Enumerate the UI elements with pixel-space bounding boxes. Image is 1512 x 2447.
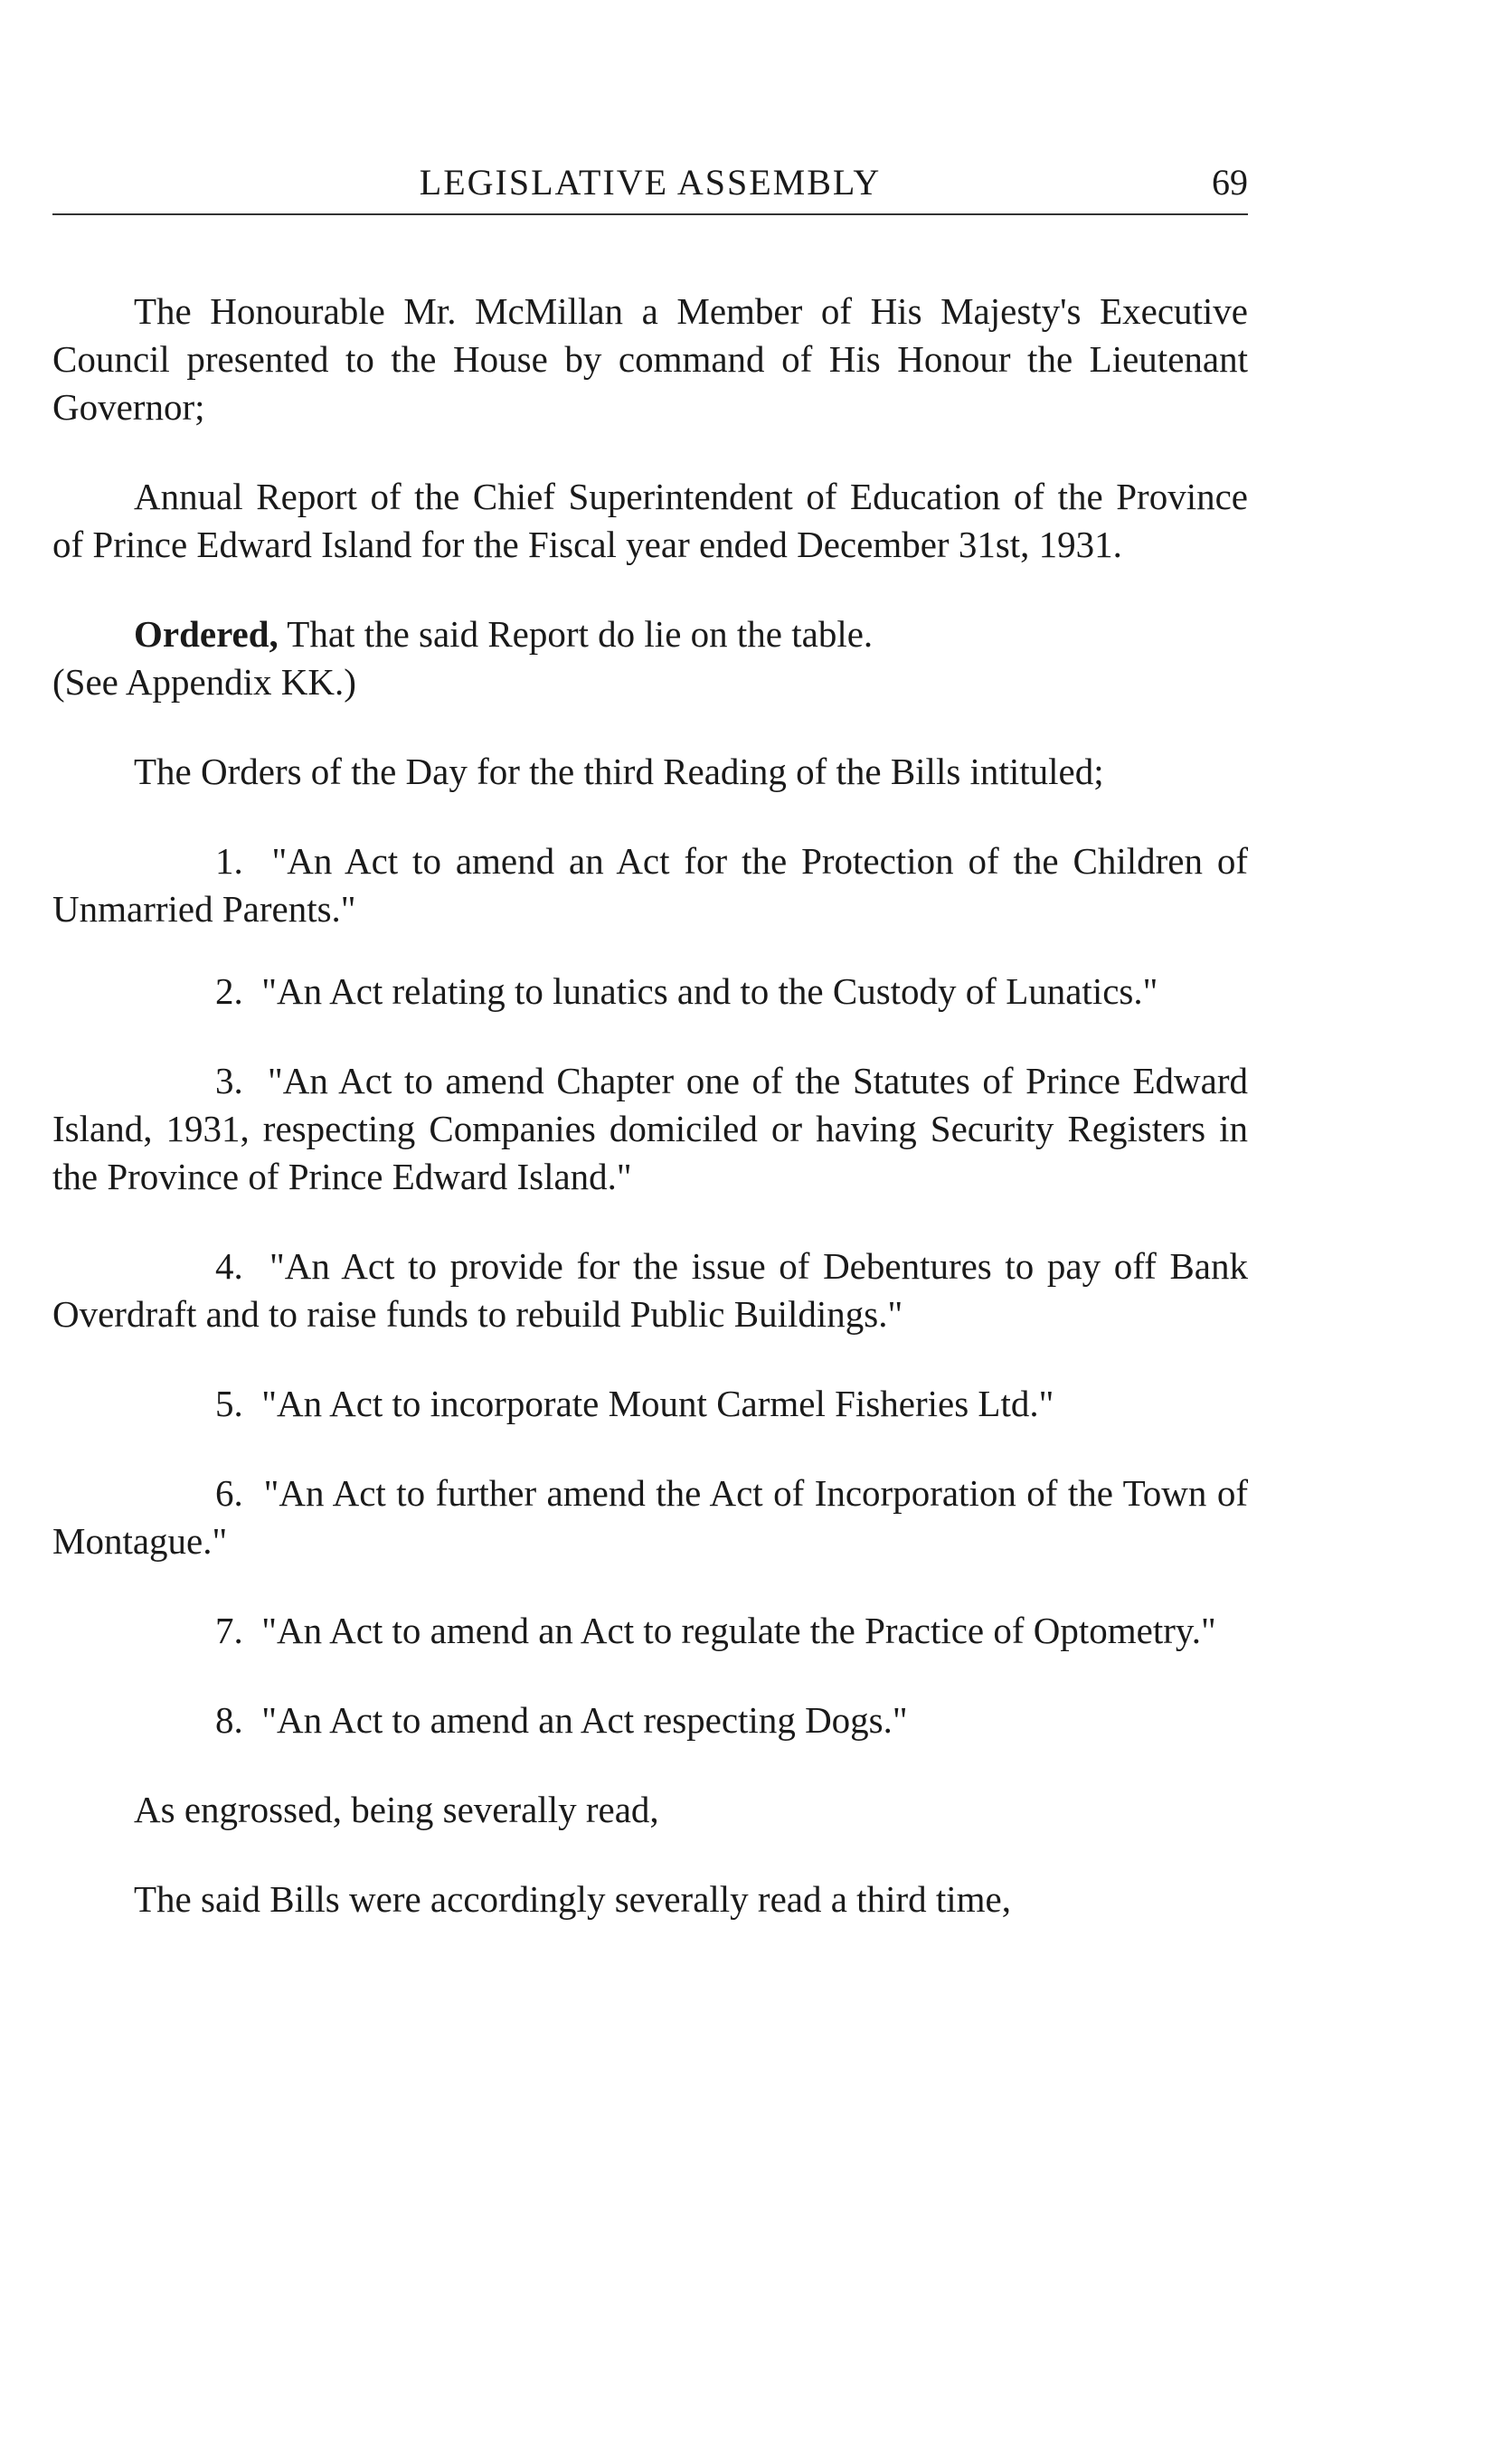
bill-item [52, 1607, 1248, 1655]
running-head [52, 154, 1248, 204]
bill-number: 5. [215, 1383, 243, 1424]
paragraph-annual-report: Annual Report of the Chief Superintendent of Education of the Province of Prince Edward Island for the Fiscal year ended December 31st, 1931. [52, 476, 1248, 565]
ordered-text: That the said Report do lie on the table. [278, 613, 874, 655]
bill-item [52, 1696, 1248, 1744]
bill-item [52, 1469, 1248, 1565]
bill-title: "An Act relating to lunatics and to the Custody of Lunatics." [261, 970, 1158, 1012]
bill-number: 2. [215, 970, 243, 1012]
bill-title: "An Act to amend an Act to regulate the Practice of Optometry." [261, 1610, 1216, 1651]
bill-item [52, 837, 1248, 933]
body-text [52, 288, 1248, 1923]
page-number: 69 [1212, 162, 1248, 203]
ordered-lead: Ordered, [134, 613, 279, 655]
bill-title: "An Act to provide for the issue of Debentures to pay off Bank Overdraft and to raise funds to rebuild Public Buildings." [52, 1245, 1249, 1335]
header-rule [52, 213, 1248, 215]
bill-item [52, 968, 1248, 1016]
bill-number: 8. [215, 1699, 243, 1741]
document-page [52, 154, 1248, 1923]
bill-title: "An Act to amend an Act for the Protection of the Children of Unmarried Parents." [52, 840, 1248, 930]
bill-item [52, 1242, 1248, 1338]
bill-title: "An Act to further amend the Act of Incorporation of the Town of Montague." [52, 1472, 1248, 1562]
bill-number: 6. [215, 1472, 243, 1514]
bill-number: 1. [215, 840, 243, 882]
paragraph-third-reading: The said Bills were accordingly severally read a third time, [134, 1878, 1011, 1920]
paragraph-presentation: The Honourable Mr. McMillan a Member of His Majesty's Executive Council presented to the House by command of His Honour the Lieutenant Governor; [52, 290, 1248, 428]
bill-title: "An Act to amend an Act respecting Dogs." [261, 1699, 908, 1741]
bill-number: 7. [215, 1610, 243, 1651]
paragraph-engrossed: As engrossed, being severally read, [134, 1789, 659, 1830]
appendix-reference: (See Appendix KK.) [52, 661, 356, 703]
paragraph-ordered [52, 610, 1248, 658]
bill-item [52, 1057, 1248, 1201]
running-title: LEGISLATIVE ASSEMBLY [419, 162, 882, 203]
paragraph-orders-of-day: The Orders of the Day for the third Reading of the Bills intituled; [134, 751, 1104, 792]
bill-title: "An Act to incorporate Mount Carmel Fisheries Ltd." [261, 1383, 1054, 1424]
bill-number: 4. [215, 1245, 243, 1287]
bill-title: "An Act to amend Chapter one of the Statutes of Prince Edward Island, 1931, respecting Companies domiciled or having Security Registers in the Province of Prince Edward Island." [52, 1060, 1249, 1197]
bill-item [52, 1380, 1248, 1428]
bill-number: 3. [215, 1060, 243, 1101]
